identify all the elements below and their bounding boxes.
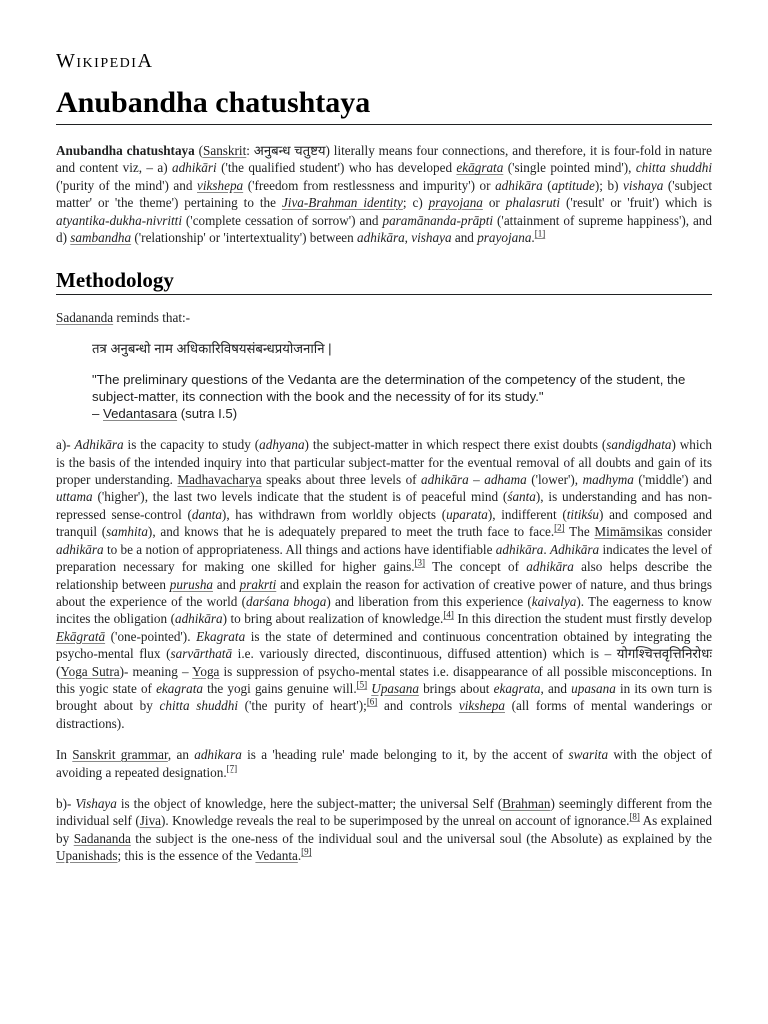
section-heading-methodology: Methodology (56, 272, 712, 294)
paragraph-b: b)- Vishaya is the object of knowledge, here the subject-matter; the universal Self (Brahman) seemingly different from the individual self (Jiva). Knowledge reveals the real to be superimposed by the unreal on account of ignorance.[8] As explained by Sadananda the subject is the one-ness of the individual soul and the universal soul (the Absolute) as explained by the Upanishads; this is the essence of the Vedanta.[9] (56, 795, 712, 864)
link-sadananda[interactable]: Sadananda (56, 309, 114, 325)
link-sadananda-2[interactable]: Sadananda (73, 830, 131, 846)
link-vedantasara[interactable]: Vedantasara (103, 406, 178, 422)
ref-5[interactable]: [5] (356, 679, 368, 690)
link-purusha[interactable]: purusha (169, 576, 214, 592)
blockquote (92, 340, 712, 422)
ref-4[interactable]: [4] (443, 609, 454, 620)
ref-7[interactable]: [7] (226, 763, 238, 774)
ref-8[interactable]: [8] (629, 811, 640, 822)
link-vedanta[interactable]: Vedanta (255, 848, 298, 864)
intro-paragraph: Anubandha chatushtaya (Sanskrit: अनुबन्ध चतुष्टय) literally means four connections, and therefore, it is four-fold in nature and content viz, – a) adhikāri ('the qualified student') who has developed ekāgrata ('single pointed mind'), chitta shuddhi ('purity of the mind') and vikshepa ('freedom from restlessness and impurity') or adhikāra (aptitude); b) vishaya ('subject matter' or 'the theme') pertaining to the Jiva-Brahman identity; c) prayojana or phalasruti ('result' or 'fruit') which is atyantika-dukha-nivritti ('complete cessation of sorrow') and paramānanda-prāpti ('attainment of supreme happiness'), and d) sambandha ('relationship' or 'intertextuality') between adhikāra, vishaya and prayojana.[1] (56, 143, 712, 246)
quote-text: "The preliminary questions of the Vedanta are the determination of the competency of the student, the subject-matter, its connection with the book and the necessity of for its study." (92, 372, 686, 405)
link-vikshepa-2[interactable]: vikshepa (458, 698, 505, 714)
ref-6[interactable]: [6] (366, 696, 378, 707)
sadananda-intro: Sadananda reminds that:- (56, 309, 191, 325)
link-jiva[interactable]: Jiva (139, 813, 162, 829)
quote-source: – Vedantasara (sutra I.5) (92, 406, 238, 422)
wikipedia-wordmark[interactable]: WikipediA (56, 50, 154, 72)
link-ekagrata-2[interactable]: Ekāgratā (56, 628, 106, 644)
page-title: Anubandha chatushtaya (56, 86, 712, 125)
link-upanishads[interactable]: Upanishads (56, 848, 118, 864)
ref-3[interactable]: [3] (414, 557, 426, 568)
ref-9[interactable]: [9] (301, 846, 312, 857)
link-sambandha[interactable]: sambandha (70, 230, 132, 246)
link-yoga-sutra[interactable]: Yoga Sutra (60, 663, 120, 679)
link-upasana[interactable]: Upasana (371, 680, 419, 696)
link-mimamsikas[interactable]: Mimāmsikas (594, 524, 663, 540)
link-sanskrit-grammar[interactable]: Sanskrit grammar (72, 747, 168, 763)
paragraph-grammar: In Sanskrit grammar, an adhikara is a 'heading rule' made belonging to it, by the accent of swarita with the object of avoiding a repeated designation.[7] (56, 747, 712, 780)
link-brahman[interactable]: Brahman (502, 795, 551, 811)
devanagari-quote: तत्र अनुबन्धो नाम अधिकारिविषयसंबन्धप्रयोजनानि | (92, 341, 332, 357)
link-prayojana[interactable]: prayojana (428, 195, 483, 211)
link-jiva-brahman[interactable]: Jiva-Brahman identity (281, 195, 403, 211)
paragraph-a: a)- Adhikāra is the capacity to study (adhyana) the subject-matter in which respect there exist doubts (sandigdhata) which is the basis of the intended inquiry into that particular subject-matter for the eventual removal of all doubts and gain of its proper understanding. Madhavacharya speaks about three levels of adhikāra – adhama ('lower'), madhyma ('middle') and uttama ('higher'), the last two levels indicate that the student is of peaceful mind (śanta), is understanding and has non-repressed sense-control (danta), has withdrawn from worldly objects (uparata), indifferent (titikśu) and composed and tranquil (samhita), and knows that he is adequately prepared to meet the truth face to face.[2] The Mimāmsikas consider adhikāra to be a notion of appropriateness. All things and actions have identifiable adhikāra. Adhikāra indicates the level of preparation necessary for making one skilled for higher gains.[3] The concept of adhikāra also helps describe the relationship between purusha and prakrti and explain the reason for activation of creative power of nature, and thus brings about the experience of the world (darśana bhoga) and liberation from this experience (kaivalya). The eagerness to know incites the obligation (adhikāra) to bring about realization of knowledge.[4] In this direction the student must firstly develop Ekāgratā ('one-pointed'). Ekagrata is the state of determined and continuous concentration obtained by integrating the psycho-mental flux (sarvārthatā i.e. variously directed, discontinuous, diffused attention) which is – योगश्चित्तवृत्तिनिरोधः (Yoga Sutra)- meaning – Yoga is suppression of psycho-mental states i.e. disappearance of all possible misconceptions. In this yogic state of ekagrata the yogi gains genuine will.[5] Upasana brings about ekagrata, and upasana in its own turn is brought about by chitta shuddhi ('the purity of heart');[6] and controls vikshepa (all forms of mental wanderings or distractions). (56, 437, 713, 731)
link-ekagrata[interactable]: ekāgrata (456, 160, 504, 176)
link-yoga[interactable]: Yoga (192, 663, 220, 679)
ref-1[interactable]: [1] (534, 228, 546, 239)
link-vikshepa[interactable]: vikshepa (197, 177, 244, 193)
link-madhavacharya[interactable]: Madhavacharya (177, 472, 262, 488)
link-sanskrit[interactable]: Sanskrit (203, 143, 247, 158)
article-body (56, 142, 712, 879)
ref-2[interactable]: [2] (554, 522, 565, 533)
link-prakrti[interactable]: prakrti (239, 576, 277, 592)
